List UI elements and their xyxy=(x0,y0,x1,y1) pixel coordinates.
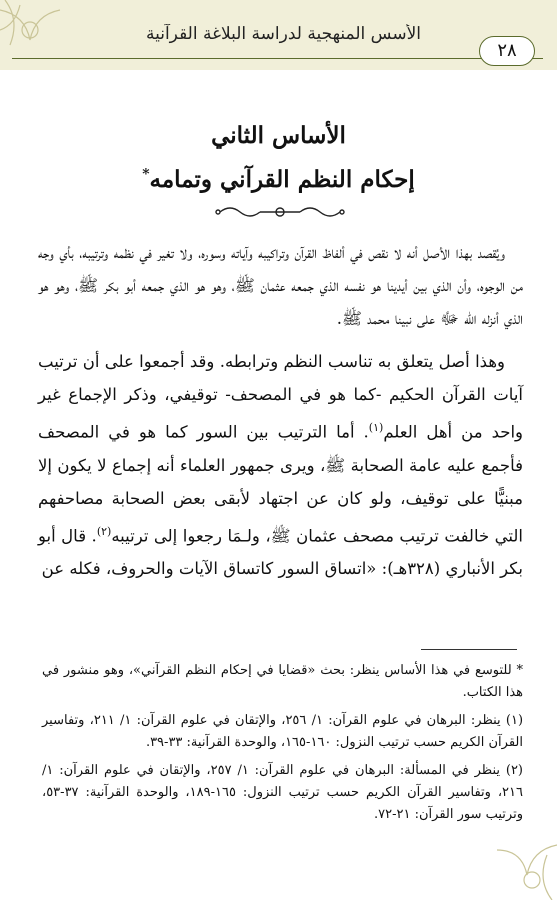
footnote-item: (١) ينظر: البرهان في علوم القرآن: ١/ ٢٥٦، والإتقان في علوم القرآن: ١/ ٢١١، وتفاسير القرآن الكريم حسب ترتيب النزول: ١٦٠-١٦٥، والوحدة القرآنية: ٣٣-٣٩. xyxy=(42,713,524,750)
paragraph-2-part-2: . أما الترتيب بين السور كما هو في المصحف فأجمع عليه عامة الصحابة ﷺ، ويرى جمهور العلماء أنه إجماع لا يكون إلا مبنيًّا على توقيف، ولو كان عن اجتهاد لأبقى بعض الصحابة مصاحفهم التي خالفت ترتيب مصحف عثمان ﷺ، ولـمَا رجعوا إلى ترتيبه xyxy=(38,422,523,545)
corner-ornament-icon xyxy=(0,0,70,80)
paragraph-2-part-1: وهذا أصل يتعلق به تناسب النظم وترابطه. وقد أجمعوا على أن ترتيب آيات القرآن الحكيم -كما هو في المصحف- توقيفي، وذكر الإجماع غير واحد من أهل العلم xyxy=(38,352,523,442)
header-rule xyxy=(12,58,543,59)
section-title: الأساس الثاني xyxy=(211,122,346,149)
footnote-item: (٢) ينظر في المسألة: البرهان في علوم القرآن: ١/ ٢٥٧، والإتقان في علوم القرآن: ١/ ٢١٦، وتفاسير القرآن الكريم حسب ترتيب النزول: ١٦٥-١٨٩، والوحدة القرآنية: ٣٧-٥٣، وترتيب سور القرآن: ٢١-٧٢. xyxy=(42,763,523,822)
paragraph-1: ويُقصد بهذا الأصل أنه لا نقص في ألفاظ القرآن وتراكيبه وآياته وسوره، ولا تغير في نظمه وترتيبه، بأي وجه من الوجوه، وأن الذي بين أيدينا هو نفسه الذي جمعه عثمان ﷺ، وهو هو الذي جمعه أبو بكر ﷺ، وهو هو الذي أنزله الله ﷻ على نبينا محمد ﷺ. xyxy=(38,243,523,328)
body-text xyxy=(38,236,523,595)
paragraph-2-part-3: . قال أبو بكر الأنباري (٣٢٨هـ): «اتساق السور كاتساق الآيات والحروف، فكله عن xyxy=(38,526,523,578)
corner-ornament-icon xyxy=(497,830,557,900)
footnote-separator xyxy=(421,649,517,650)
paragraph-2 xyxy=(38,345,523,585)
footnotes xyxy=(42,660,523,832)
subtitle-footnote-mark: * xyxy=(142,166,150,183)
footnote-ref-1: (١) xyxy=(368,421,384,434)
footnote-item: * للتوسع في هذا الأساس ينظر: بحث «قضايا في إحكام النظم القرآني»، وهو منشور في هذا الكتاب. xyxy=(42,663,523,700)
footnote-ref-2: (٢) xyxy=(96,524,112,538)
section-subtitle xyxy=(0,166,557,193)
ornamental-divider-icon xyxy=(210,202,350,222)
page-number: ٢٨ xyxy=(479,36,535,66)
running-title: الأسس المنهجية لدراسة البلاغة القرآنية xyxy=(145,24,422,44)
section-subtitle-text: إحكام النظم القرآني وتمامه xyxy=(149,166,415,193)
